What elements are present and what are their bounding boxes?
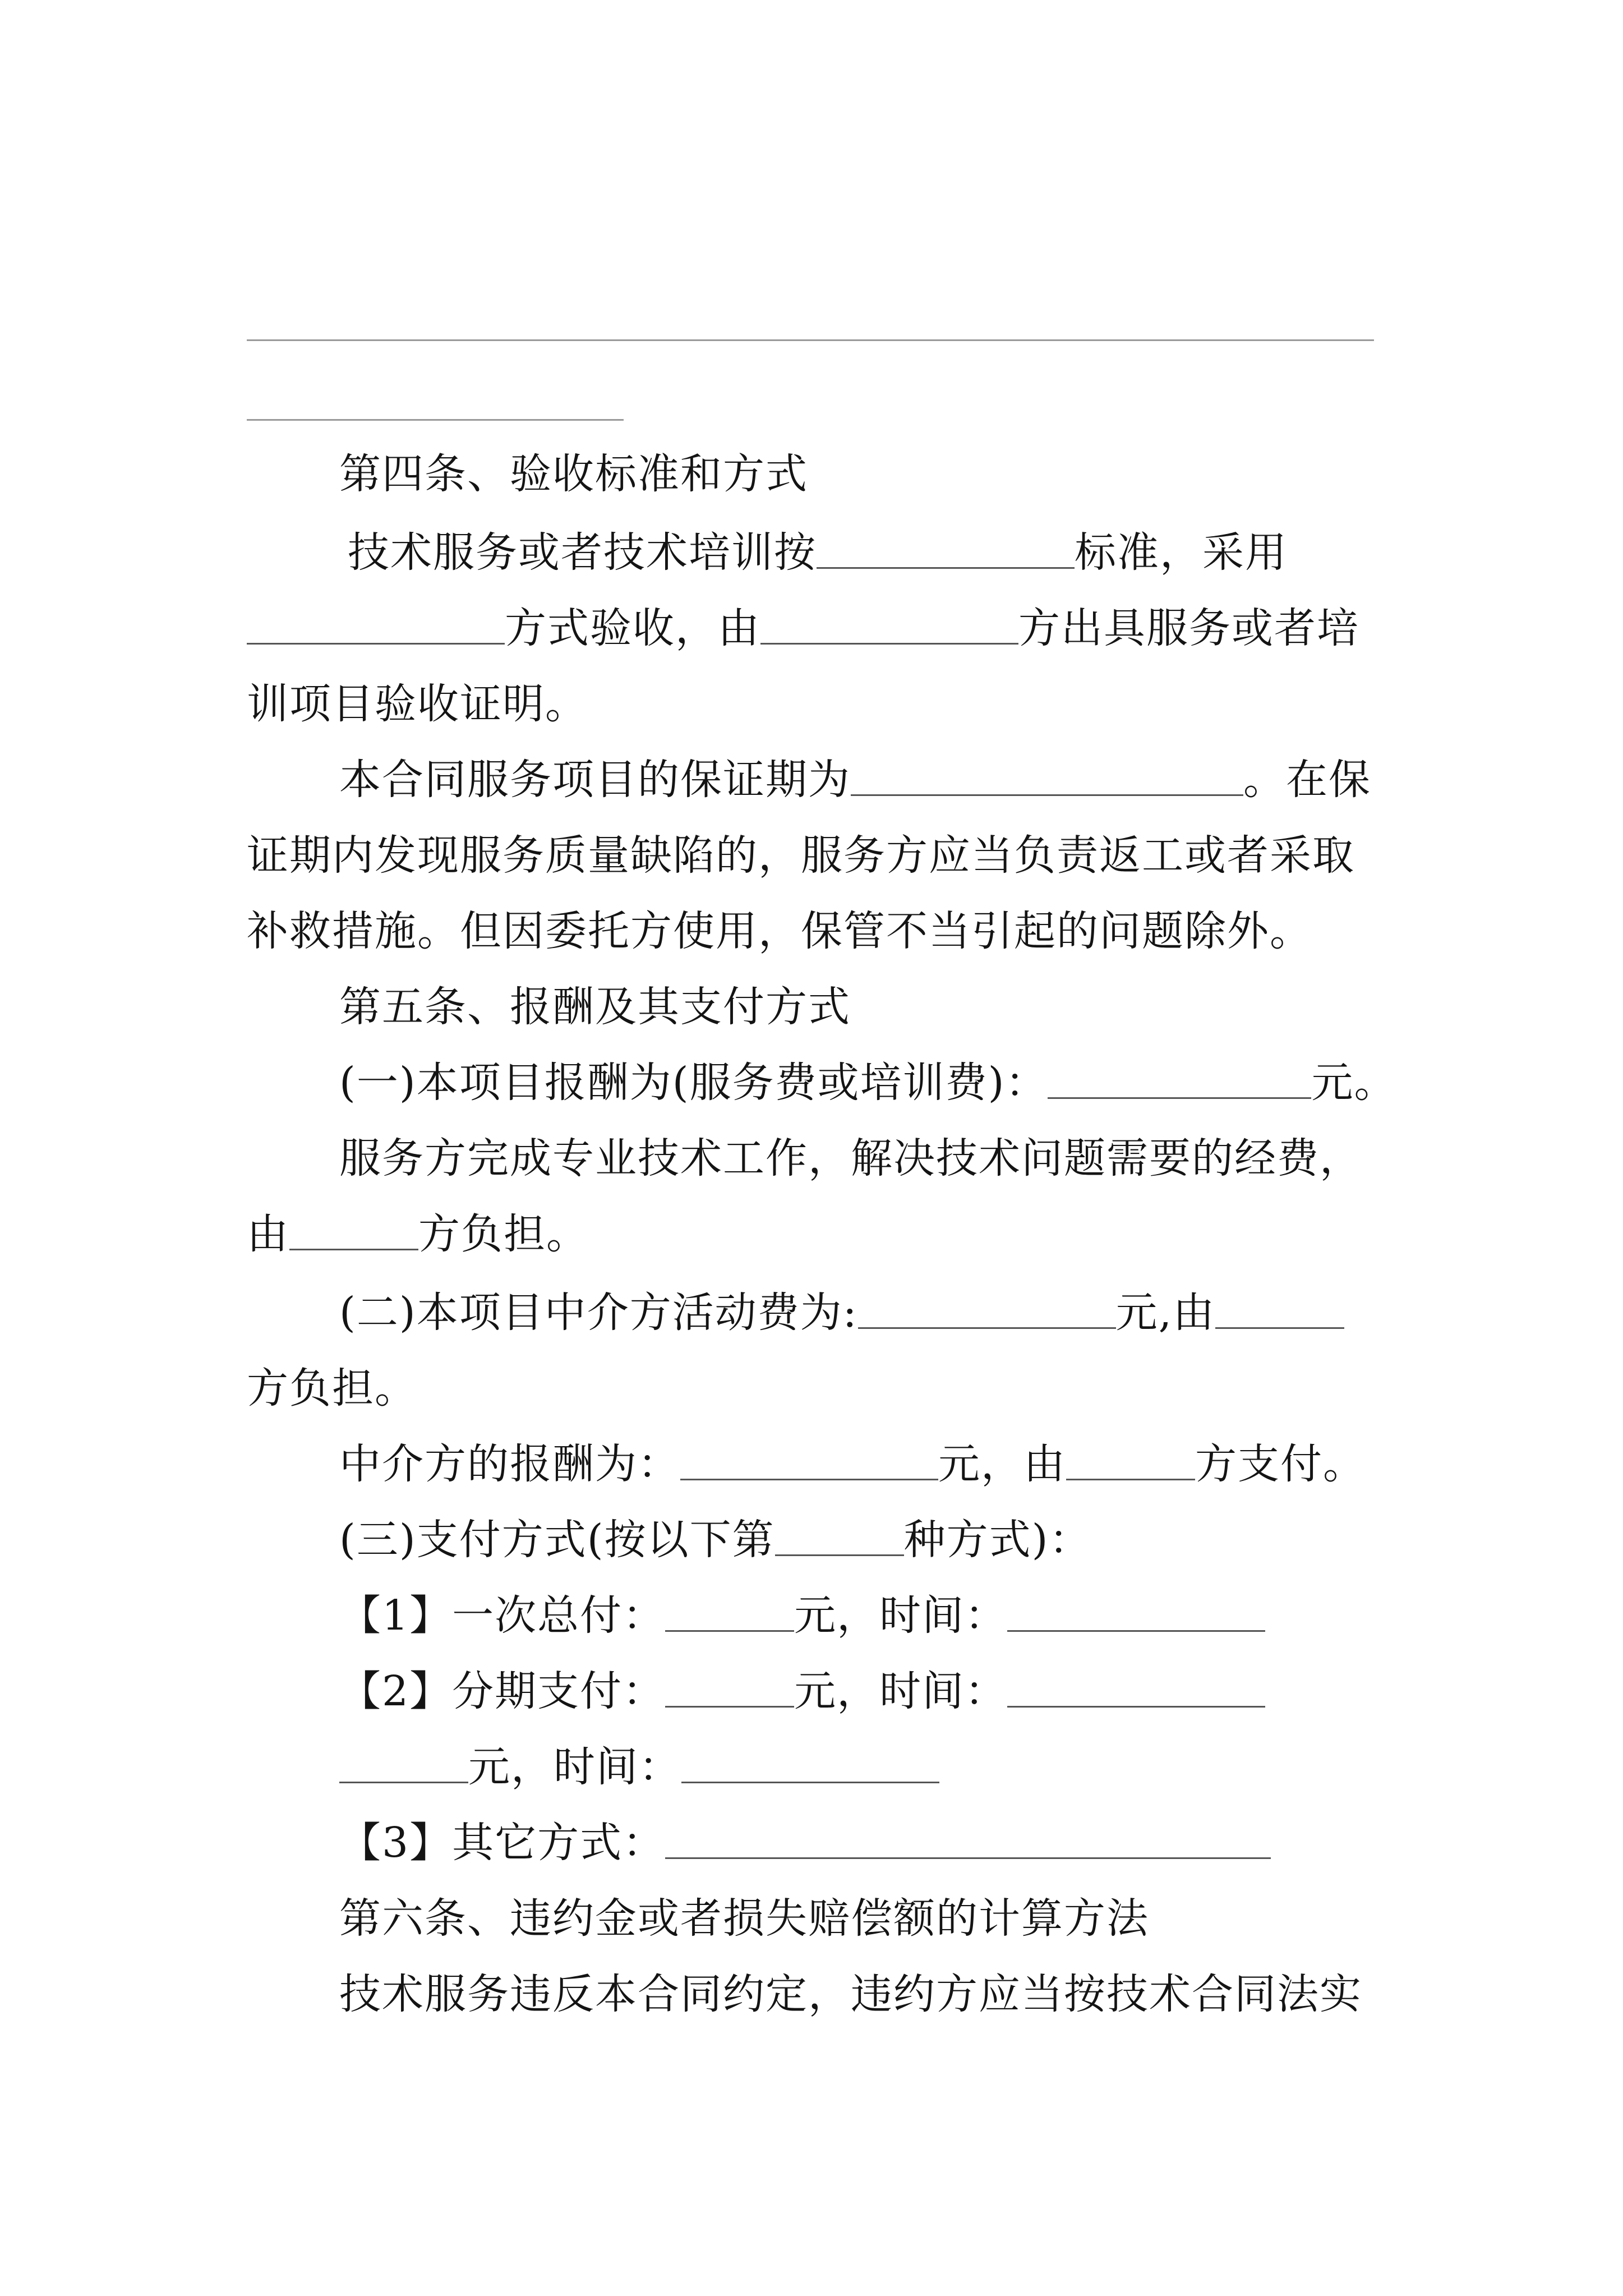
blank-method bbox=[247, 606, 505, 645]
blank-issuer bbox=[760, 606, 1018, 645]
section-5-line-3: 由 方负担。 bbox=[247, 1210, 589, 1258]
payment-option-2: 【2】分期支付： 元，时间： bbox=[339, 1666, 1265, 1717]
payment-option-3: 【3】其它方式： bbox=[339, 1818, 1271, 1868]
section-4-line-5: 证期内发现服务质量缺陷的，服务方应当负责返工或者采取 bbox=[247, 831, 1355, 880]
top-rule-long bbox=[247, 339, 1374, 341]
section-4-line-6: 补救措施。但因委托方使用，保管不当引起的问题除外。 bbox=[247, 907, 1312, 955]
section-6-line-1: 技术服务违反本合同约定，违约方应当按技术合同法实 bbox=[339, 1970, 1362, 2018]
blank-installment-1-time bbox=[1007, 1669, 1265, 1708]
section-4-heading: 第四条、验收标准和方式 bbox=[339, 450, 808, 498]
blank-other-method bbox=[665, 1820, 1271, 1859]
blank-agent-fee bbox=[858, 1290, 1116, 1329]
blank-installment-2-time bbox=[681, 1745, 939, 1783]
blank-installment-2 bbox=[339, 1745, 468, 1783]
blank-fee-amount bbox=[1048, 1060, 1311, 1099]
blank-payment-option bbox=[775, 1517, 904, 1556]
blank-lump-sum bbox=[665, 1593, 794, 1632]
payment-option-1: 【1】一次总付： 元，时间： bbox=[339, 1590, 1265, 1641]
section-5-heading: 第五条、报酬及其支付方式 bbox=[339, 983, 851, 1031]
payment-option-2-cont: 元，时间： bbox=[339, 1742, 939, 1792]
section-5-line-2: 服务方完成专业技术工作，解决技术问题需要的经费， bbox=[339, 1134, 1362, 1182]
section-6-heading: 第六条、违约金或者损失赔偿额的计算方法 bbox=[339, 1894, 1149, 1943]
section-5-line-7: (三)支付方式(按以下第 种方式)： bbox=[339, 1516, 1092, 1564]
blank-reward-party bbox=[1066, 1442, 1195, 1480]
section-5-line-4: (二)本项目中介方活动费为: 元,由 bbox=[339, 1287, 1344, 1338]
blank-agent-reward bbox=[680, 1442, 938, 1480]
blank-lump-sum-time bbox=[1007, 1593, 1265, 1632]
blank-standard bbox=[817, 530, 1075, 569]
section-5-line-1: (一)本项目报酬为(服务费或培训费)： 元。 bbox=[339, 1059, 1397, 1107]
blank-installment-1 bbox=[665, 1669, 794, 1708]
section-4-line-1: 技术服务或者技术培训按 标准，采用 bbox=[348, 528, 1288, 577]
section-4-line-2: 方式验收，由 方出具服务或者培 bbox=[247, 603, 1359, 654]
section-5-line-6: 中介方的报酬为： 元，由 方支付。 bbox=[339, 1440, 1366, 1488]
section-4-line-3: 训项目验收证明。 bbox=[247, 680, 588, 728]
blank-expense-party bbox=[289, 1212, 418, 1250]
blank-agent-fee-party bbox=[1215, 1290, 1344, 1329]
blank-warranty-period bbox=[851, 757, 1243, 796]
top-rule-short bbox=[247, 419, 624, 421]
section-5-line-5: 方负担。 bbox=[247, 1364, 417, 1412]
section-4-line-4: 本合同服务项目的保证期为 。在保 bbox=[339, 756, 1371, 804]
